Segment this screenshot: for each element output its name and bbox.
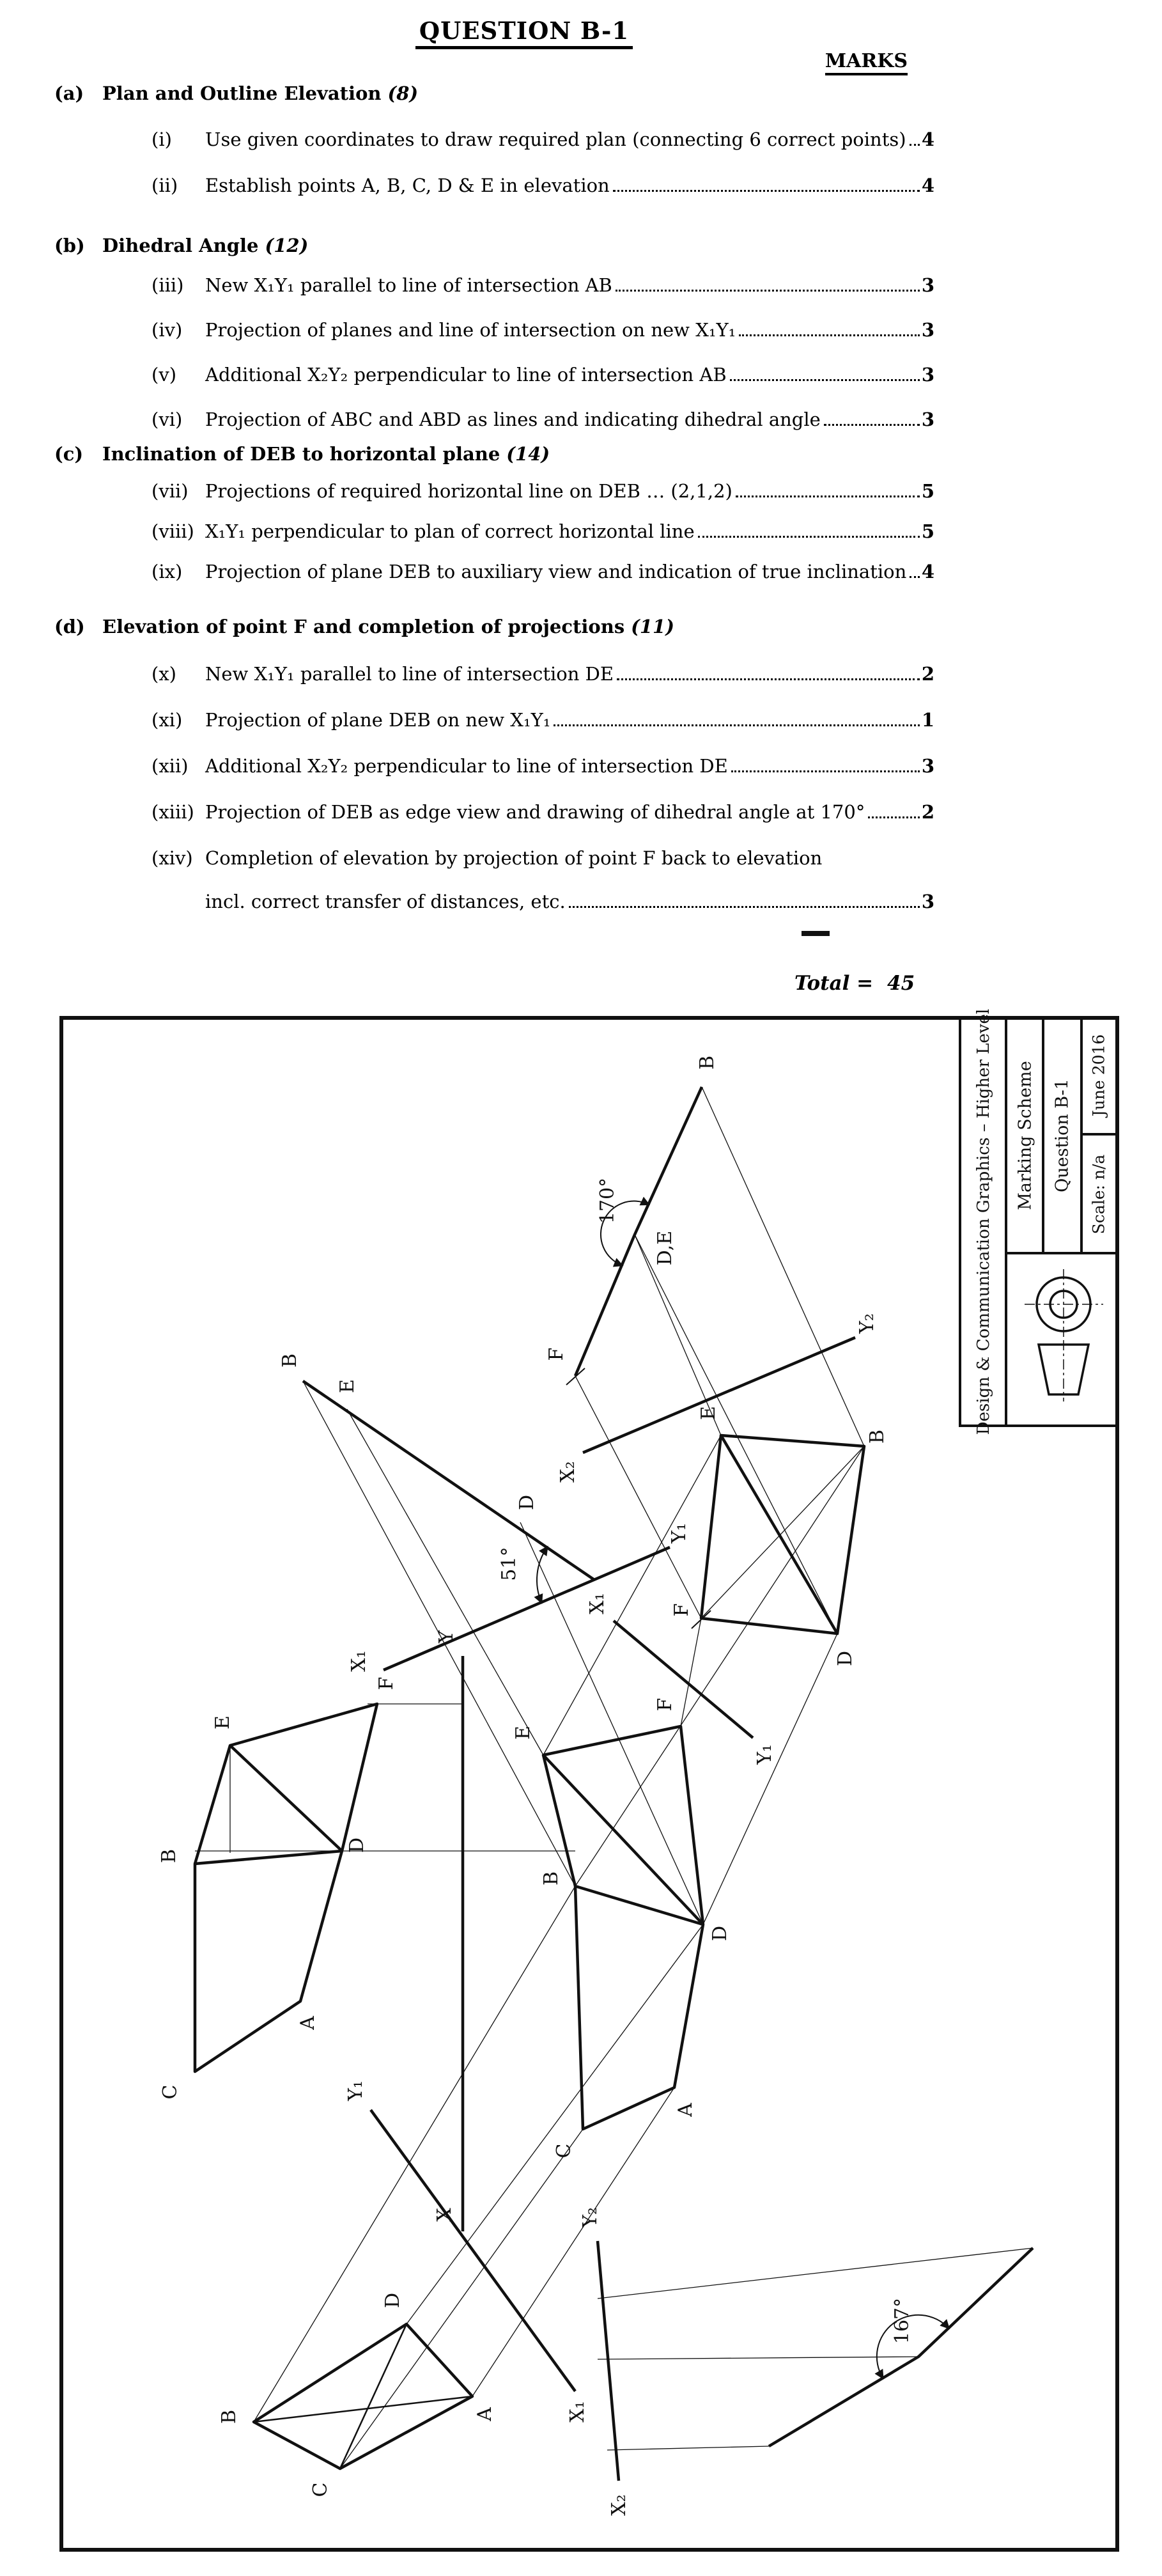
item-text: Establish points A, B, C, D & E in elevation (205, 175, 610, 196)
axis-label: Y₁ (754, 1744, 776, 1765)
point-label: D (709, 1925, 731, 1942)
item-text: X₁Y₁ perpendicular to plan of correct horizontal line (205, 520, 695, 542)
section-weight: (11) (631, 616, 674, 637)
item-mark: 3 (921, 409, 934, 430)
item-number: (xiii) (151, 801, 194, 823)
section-title: Inclination of DEB to horizontal plane (102, 443, 500, 465)
axis-label: Y₂ (579, 2207, 601, 2228)
question-title: QUESTION B-1 (415, 17, 633, 49)
item-number: (viii) (151, 520, 194, 542)
total-value: 45 (887, 972, 915, 995)
item-mark: 5 (921, 480, 934, 502)
point-label: D (382, 2292, 404, 2309)
point-label: B (696, 1055, 718, 1070)
section-label: (b) (54, 235, 85, 256)
item-text: Projection of ABC and ABD as lines and indicating dihedral angle (205, 409, 821, 430)
axis-label: Y₁ (668, 1523, 690, 1543)
item-text: Projection of DEB as edge view and drawing of dihedral angle at 170° (205, 801, 865, 823)
marks-column-header: MARKS (825, 50, 908, 75)
point-label: B (279, 1353, 301, 1368)
item-text: Projections of required horizontal line on DEB … (2,1,2) (205, 480, 732, 502)
item-number: (iv) (151, 319, 183, 341)
item-text: Additional X₂Y₂ perpendicular to line of intersection AB (205, 364, 727, 386)
item-text: New X₁Y₁ parallel to line of intersection AB (205, 274, 612, 296)
item-mark: 4 (921, 175, 934, 196)
section-label: (d) (54, 616, 85, 637)
section-label: (a) (54, 82, 84, 104)
point-label: E (336, 1379, 359, 1393)
item-mark: 3 (921, 755, 934, 777)
item-text: Completion of elevation by projection of point F back to elevation (205, 847, 823, 869)
point-label: B (540, 1871, 562, 1886)
item-number: (v) (151, 364, 177, 386)
point-label: C (159, 2084, 182, 2100)
point-label: B (158, 1848, 180, 1864)
item-text: Projection of plane DEB on new X₁Y₁ (205, 709, 551, 731)
item-text: Projection of plane DEB to auxiliary view and indication of true inclination (205, 561, 907, 582)
point-label: F (545, 1347, 568, 1361)
section-weight: (8) (387, 82, 419, 104)
item-mark: 4 (921, 561, 934, 582)
point-label: D (834, 1650, 856, 1667)
item-mark: 4 (921, 129, 934, 150)
point-label: F (654, 1698, 676, 1712)
total-label: Total = (794, 972, 874, 995)
axis-label: X₁ (566, 2401, 589, 2423)
point-label: F (375, 1676, 398, 1690)
title-block-question: Question B-1 (1052, 1079, 1073, 1192)
section-label: (c) (54, 443, 84, 465)
item-mark: 3 (921, 364, 934, 386)
item-mark: 3 (921, 274, 934, 296)
item-text: Additional X₂Y₂ perpendicular to line of intersection DE (205, 755, 728, 777)
point-label: F (670, 1603, 693, 1617)
item-mark: 2 (921, 663, 934, 685)
point-label: C (553, 2143, 575, 2158)
item-text-continuation: incl. correct transfer of distances, etc. (205, 891, 566, 912)
point-label: A (297, 2016, 319, 2030)
point-label: E (697, 1406, 720, 1420)
item-mark: 3 (921, 891, 934, 912)
item-mark: 2 (921, 801, 934, 823)
item-mark: 5 (921, 520, 934, 542)
item-number: (vi) (151, 409, 183, 430)
item-number: (xiv) (151, 847, 193, 869)
angle-label-51: 51° (498, 1547, 520, 1581)
item-number: (xi) (151, 709, 183, 731)
item-mark: 3 (921, 319, 934, 341)
section-title: Elevation of point F and completion of projections (102, 616, 625, 637)
point-label: D (346, 1837, 368, 1854)
item-number: (x) (151, 663, 176, 685)
axis-label: X₁ (586, 1593, 608, 1614)
title-block-scale: Scale: n/a (1089, 1154, 1108, 1235)
point-label: C (309, 2482, 332, 2497)
item-number: (i) (151, 129, 172, 150)
item-number: (iii) (151, 274, 184, 296)
axis-label: Y (435, 1630, 458, 1643)
title-block-date: June 2016 (1089, 1034, 1108, 1117)
section-title: Plan and Outline Elevation (102, 82, 382, 104)
axis-label: X₁ (348, 1650, 370, 1672)
item-mark: 1 (921, 709, 934, 731)
axis-label: X (433, 2208, 456, 2222)
axis-label: X₂ (608, 2494, 630, 2516)
point-label: D,E (654, 1230, 676, 1266)
point-label: B (218, 2409, 240, 2424)
item-text: New X₁Y₁ parallel to line of intersection DE (205, 663, 614, 685)
point-label: E (212, 1715, 234, 1729)
section-weight: (14) (506, 443, 550, 465)
item-number: (ii) (151, 175, 178, 196)
axis-label: X₂ (557, 1461, 579, 1483)
section-weight: (12) (265, 235, 309, 256)
point-label: A (474, 2407, 496, 2421)
item-number: (xii) (151, 755, 189, 777)
axis-label: Y₂ (856, 1313, 878, 1334)
item-text: Use given coordinates to draw required plan (connecting 6 correct points) (205, 129, 906, 150)
point-label: B (866, 1429, 888, 1444)
item-number: (vii) (151, 480, 189, 502)
section-title: Dihedral Angle (102, 235, 259, 256)
item-text: Projection of planes and line of intersection on new X₁Y₁ (205, 319, 736, 341)
axis-label: Y₁ (345, 2080, 367, 2101)
angle-label-170: 170° (596, 1177, 619, 1224)
angle-label-167: 167° (891, 2297, 913, 2345)
point-label: E (512, 1726, 534, 1740)
point-label: D (516, 1494, 538, 1511)
item-number: (ix) (151, 561, 183, 582)
title-block-doc-type: Marking Scheme (1015, 1061, 1035, 1210)
title-block-course: Design & Communication Graphics – Higher Level (974, 1008, 993, 1435)
point-label: A (674, 2103, 697, 2117)
